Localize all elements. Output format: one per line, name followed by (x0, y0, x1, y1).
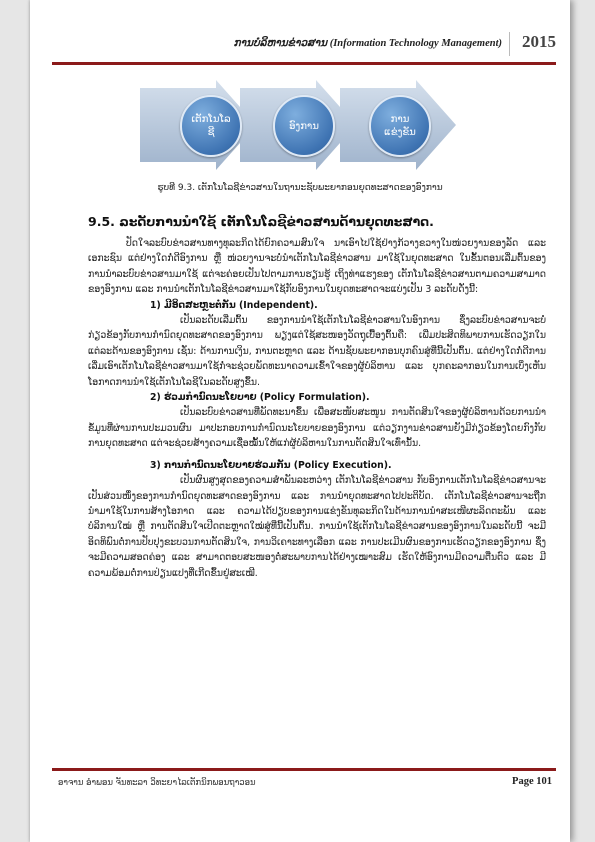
step-technology (180, 95, 242, 157)
page-header (52, 30, 560, 60)
figure-caption: ຮູບທີ 9.3. ເຕັກໂນໂລຊີຂ່າວສານໃນຖານະຊັບພະຍາກອນຍຸດທະສາດຂອງອົງການ (157, 183, 443, 193)
header-title: ການບໍລິຫານຂ່າວສານ (Information Technology Management) (233, 38, 502, 49)
step-competition (369, 95, 431, 157)
header-separator (509, 32, 510, 56)
process-diagram (140, 80, 500, 175)
item-title-3: 3) ການກຳນົດນະໂຍບາຍຮ່ວມກັນ (Policy Execution). (150, 459, 392, 471)
item-title-2: 2) ຮ່ວມກຳນົດນະໂຍບາຍ (Policy Formulation). (150, 392, 370, 404)
item-text-3: ເປັນຜົນສູງສຸດຂອງຄວາມສຳພັນລະຫວ່າງ ເຕັກໂນໂລຊີຂ່າວສານ ກັບອົງການເຕັກໂນໂລຊີຂ່າວສານຈະເປັນສ່ວນໜຶ່ງຂອງການກຳນົດຍຸດທະສາດຂອງອົງການ ແລະ ການນຳຍຸດທະສາດໄປປະຕິບັດ. ເຕັກໂນໂລຊີຂ່າວສານຈະຖືກນຳມາໃຊ້ໃນການສ້າງໂອກາດ ແລະ ຄວາມໄດ້ປຽບຂອງການແຂ່ງຂັນທຸລະກິດໃນດ້ານການນຳສະເໜີຜະລິດຕະພັນ ແລະ ບໍລິການໃໝ່ ຫຼື ການຕັດສິນໃຈເປີດຕະຫຼາດໃໝ່ສູ່ທີ່ນີ້ເປັນຕົ້ນ. ການນຳໃຊ້ເຕັກໂນໂລຊີຂ່າວສານຂອງອົງການໃນລະດັບນີ້ ຈະມີອິດທິພົນຕໍ່ການປັບປຸງຂະບວນການຕັດສິນໃຈ, ການວິເຄາະທາງເລືອກ ແລະ ການປະເມີນຜົນຂອງການເຮັດວຽກຂອງອົງການ ຊຶ່ງຈະມີຄວາມສອດຄ່ອງ ແລະ ສາມາດຕອບສະໜອງຕໍ່ສະພາບການໄດ້ຢ່າງເໝາະສົມ ເຮັດໃຫ້ອົງການມີຄວາມຕື່ນຕົວ ແລະ ມີຄວາມພ້ອມຕໍ່ການປ່ຽນແປງທີ່ເກີດຂຶ້ນຢູ່ສະເໝີ. (88, 475, 546, 579)
step-label: ການແຂ່ງຂັນ (384, 114, 416, 138)
item-title-1: 1) ມີອິດສະຫຼະຕໍ່ກັນ (Independent). (150, 299, 318, 311)
step-label: ເຕັກໂນໂລຊີ (191, 114, 231, 138)
header-year: 2015 (522, 32, 556, 51)
step-organization (273, 95, 335, 157)
page-number: Page 101 (512, 776, 552, 787)
footer-author: ອາຈານ ອຳພອນ ຈັນທະລາ ວິທະຍາໄລເຕັກນິກພອນຖາວອນ (58, 778, 256, 788)
step-label: ອົງການ (289, 120, 319, 132)
header-rule (52, 62, 556, 65)
intro-paragraph: ປັດໃຈລະບົບຂ່າວສານທາງທຸລະກິດໄດ້ຍົກຄວາມສົນໃຈ ນາເອົາໄປໃຊ້ຢ່າງກ້ວາງຂວາງໃນໜ່ວຍງານຂອງລັດ ແລະ ເອກະຊົນ ແຕ່ຢ່າງໃດກໍ່ດີອົງການ ຫຼື ໜ່ວຍງານຈະບໍ່ນຳເຕັກໂນໂລຊີຂ່າວສານ ມາໃຊ້ໃນຍຸດທະສາດ ໃນຂັ້ນຕອນເລີ່ມຕົ້ນຂອງການນຳລະບົບຂ່າວສານມາໃຊ້ ແຕ່ຈະຄ່ອຍເປັນໄປຕາມການຮຽນຮູ້ ເຖິງທ່າແຮງຂອງ ເຕັກໂນໂລຊີຂ່າວສານຕາມຄວາມສາມາດຂອງອົງການ ແລະ ການນຳເຕັກໂນໂລຊີຂ່າວສານມາໃຊ້ກັບອົງການໃນຍຸດທະສາດຈະແບ່ງເປັນ 3 ລະດັບດັ່ງນີ້: (88, 238, 546, 296)
footer-rule (52, 768, 556, 771)
section-body (88, 236, 546, 581)
document-page (30, 0, 570, 842)
item-text-2: ເປັນລະບົບຂ່າວສານທີ່ພັດທະນາຂຶ້ນ ເພື່ອສະໜັບສະໜູນ ການຕັດສິນໃຈຂອງຜູ້ບໍລິຫານດ້ວຍການນຳຂໍ້ມູນທີ່ຜ່ານການປະມວນຜົນ ມາປະກອບການກຳນົດນະໂຍບາຍຂອງອົງການ ແຕ່ວຽກງານຂ່າວສານຍັງມີກ່ຽວຂ້ອງໂດຍກົງກັບການຍຸດທະສາດ ແຕ່ຈະຊ່ວຍສ້າງຄວາມເຊື່ອໝັ້ນໃຫ້ແກ່ຜູ້ບໍລິຫານໃນການຕັດສິນໃຈເທົ່ານັ້ນ. (88, 407, 546, 450)
section-heading: 9.5. ລະດັບການນຳໃຊ້ ເຕັກໂນໂລຊີຂ່າວສານດ້ານຍຸດທະສາດ. (88, 214, 434, 229)
item-text-1: ເປັນລະດັບເລີ່ມຕົ້ນ ຂອງການນຳໃຊ້ເຕັກໂນໂລຊີຂ່າວສານໃນອົງການ ຊຶ່ງລະບົບຂ່າວສານຈະບໍ່ກ່ຽວຂ້ອງກັບການກຳນົດຍຸດທະສາດຂອງອົງການ ພຽງແຕ່ໃຊ້ສະໜອງວັດຖຸເບື້ອງຕົ້ນຄື: ເພີ່ມປະສິດທິພາບການເຮັດວຽກໃນແຕ່ລະດ້ານຂອງອົງການ ເຊັ່ນ: ດ້ານການເງິນ, ການຕະຫຼາດ ແລະ ດ້ານຊັບພະຍາກອນບຸກຄົນສູ່ທີ່ນີ້ເປັນຕົ້ນ. ແຕ່ຢ່າງໃດກໍ່ດີການເລີ່ມເອົາເຕັກໂນໂລຊີຂ່າວສານມາໃຊ້ກໍ່ຈະຊ່ວຍພັດທະນາຄວາມເຂົ້າໃຈຂອງຜູ້ບໍລິຫານ ແລະ ບຸກຄະລາກອນໃນການເບິ່ງເຫັນໂອກາດການນຳໃຊ້ເຕັກໂນໂລຊີໃນລະດັບສູງຂຶ້ນ. (88, 315, 546, 388)
